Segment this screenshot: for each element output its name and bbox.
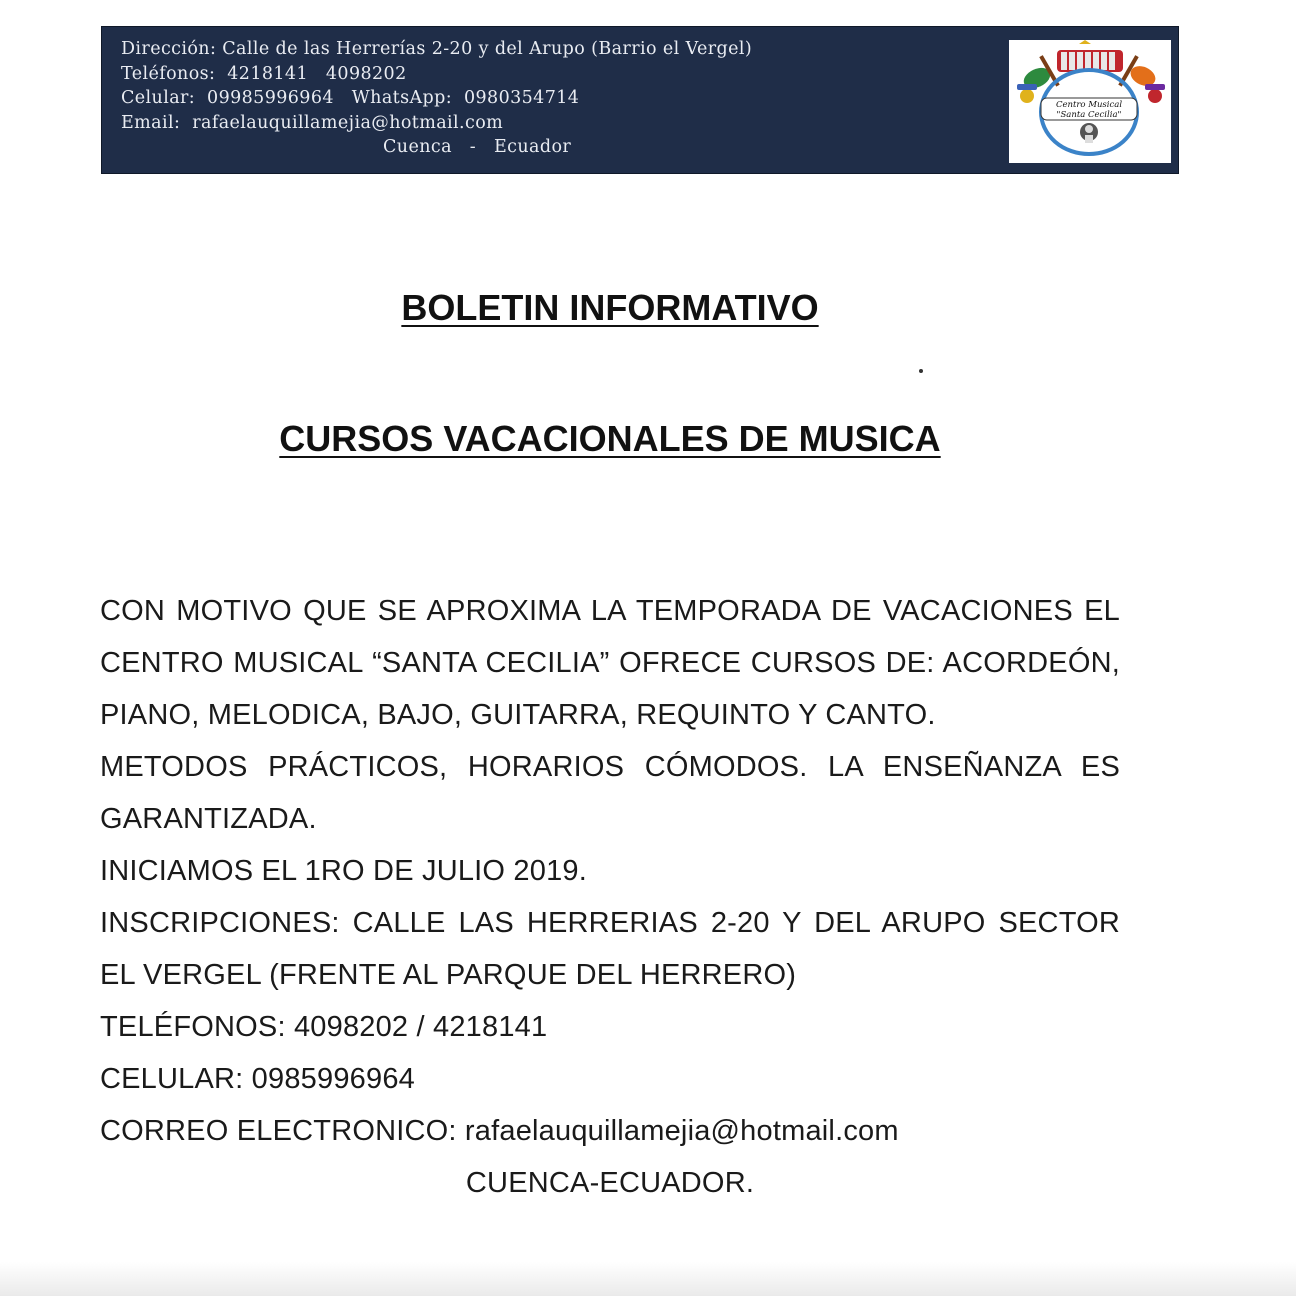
cell-whatsapp-line: Celular: 09985996964 WhatsApp: 0980354714 <box>121 88 580 109</box>
page-title: BOLETIN INFORMATIVO <box>401 287 819 328</box>
address-line: Dirección: Calle de las Herrerías 2-20 y del Arupo (Barrio el Vergel) <box>121 39 753 59</box>
announcement-body <box>100 585 1120 1209</box>
header-banner <box>101 26 1179 174</box>
city-line: Cuenca - Ecuador <box>383 137 572 158</box>
email-line: Email: rafaelauquillamejia@hotmail.com <box>121 112 504 133</box>
email-text: CORREO ELECTRONICO: rafaelauquillamejia@hotmail.com <box>100 1115 899 1147</box>
intro-paragraph: CON MOTIVO QUE SE APROXIMA LA TEMPORADA DE VACACIONES EL CENTRO MUSICAL “SANTA CECILIA” OFRECE CURSOS DE: ACORDEÓN, PIANO, MELODICA, BAJO, GUITARRA, REQUINTO Y CANTO. <box>100 595 1120 731</box>
registration-paragraph: INSCRIPCIONES: CALLE LAS HERRERIAS 2-20 Y DEL ARUPO SECTOR EL VERGEL (FRENTE AL PARQUE DEL HERRERO) <box>100 907 1120 991</box>
city-text: CUENCA-ECUADOR. <box>465 1167 755 1199</box>
subtitle: CURSOS VACACIONALES DE MUSICA <box>279 418 941 459</box>
contact-block <box>121 37 752 160</box>
scan-edge <box>0 1262 1296 1296</box>
phones-line: Teléfonos: 4218141 4098202 <box>121 63 407 84</box>
logo <box>1009 40 1171 163</box>
cell-text: CELULAR: 0985996964 <box>100 1063 415 1095</box>
saint-icon <box>1080 123 1098 143</box>
logo-graphic <box>1009 40 1171 163</box>
logo-text-line1: Centro Musical <box>1055 100 1123 110</box>
scan-speck <box>919 369 923 373</box>
methods-paragraph: METODOS PRÁCTICOS, HORARIOS CÓMODOS. LA ENSEÑANZA ES GARANTIZADA. <box>100 751 1120 835</box>
phones-text: TELÉFONOS: 4098202 / 4218141 <box>100 1011 548 1043</box>
start-date-line: INICIAMOS EL 1RO DE JULIO 2019. <box>100 855 588 887</box>
logo-text-line2: "Santa Cecilia" <box>1056 110 1122 120</box>
